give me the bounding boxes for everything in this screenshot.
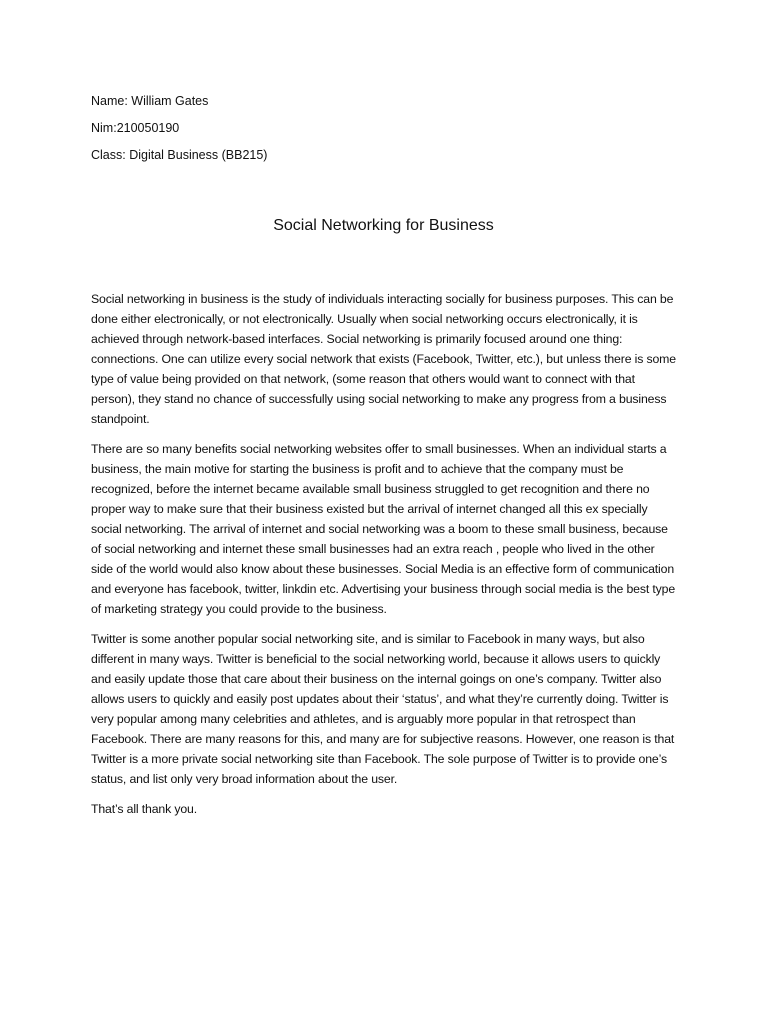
student-nim: Nim:210050190 [91,121,180,135]
paragraph-closing: That’s all thank you. [91,802,197,816]
student-class: Class: Digital Business (BB215) [91,148,268,162]
paragraph-intro: Social networking in business is the study of individuals interacting socially for business purposes. This can be done either electronically, or not electronically. Usually when social networking occurs electronically, it is achieved through network-based interfaces. Social networking is primarily focused around one thing: connections. One can utilize every social network that exists (Facebook, Twitter, etc.), but unless there is some type of value being provided on that network, (some reason that others would want to connect with that person), they stand no chance of successfully using social networking to make any progress from a business standpoint. [91,292,676,426]
document-title: Social Networking for Business [273,217,494,234]
paragraph-twitter: Twitter is some another popular social networking site, and is similar to Facebook in many ways, but also different in many ways. Twitter is beneficial to the social networking world, because it allows users to quickly and easily update those that care about their business on the internal goings on one’s company. Twitter also allows users to quickly and easily post updates about their ‘status’, and what they’re currently doing. Twitter is very popular among many celebrities and athletes, and is arguably more popular in that retrospect than Facebook. There are many reasons for this, and many are for subjective reasons. However, one reason is that Twitter is a more private social networking site than Facebook. The sole purpose of Twitter is to provide one’s status, and list only very broad information about the user. [91,632,675,786]
document-body [91,289,679,829]
student-info [91,93,681,174]
paragraph-benefits: There are so many benefits social networking websites offer to small businesses. When an individual starts a business, the main motive for starting the business is profit and to achieve that the company must be recognized, before the internet became available small business struggled to get recognition and there no proper way to make sure that their business existed but the arrival of internet changed all this ex specially social networking. The arrival of internet and social networking was a boom to these small business, because of social networking and internet these small businesses had an extra reach , people who lived in the other side of the world would also know about these businesses. Social Media is an effective form of communication and everyone has facebook, twitter, linkdin etc. Advertising your business through social media is the best type of marketing strategy you could provide to the business. [91,442,676,616]
student-name: Name: William Gates [91,94,209,108]
